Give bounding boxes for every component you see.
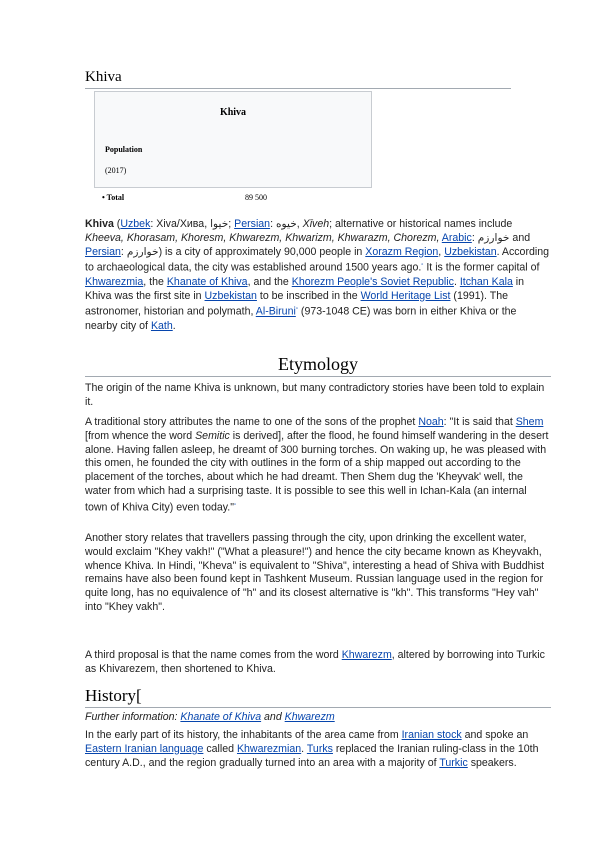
- etymology-text: : "It is said that: [443, 416, 516, 428]
- etymology-text: A third proposal is that the name comes from the word: [85, 649, 342, 661]
- link-kath[interactable]: Kath: [150, 319, 173, 332]
- intro-text: It is the former capital of: [423, 261, 540, 274]
- intro-text: .: [172, 319, 176, 332]
- intro-italic: Xīveh: [302, 218, 330, 230]
- link-khwarezm-2[interactable]: Khwarezm: [284, 711, 335, 723]
- link-persian-2[interactable]: Persian: [85, 245, 121, 258]
- infobox-title: Khiva: [219, 107, 247, 118]
- semitic-italic: Semitic: [195, 429, 230, 442]
- infobox: [94, 91, 372, 188]
- infobox-population-year: (2017): [105, 166, 127, 175]
- history-further-info: [85, 711, 551, 725]
- etymology-p1: The origin of the name Khiva is unknown, but many contradictory stories have been told to explain it.: [85, 382, 545, 408]
- citation-icon[interactable]: ▫: [295, 306, 298, 313]
- page-title: Khiva: [85, 69, 511, 89]
- link-xorazm-region[interactable]: Xorazm Region: [365, 245, 439, 258]
- further-and: and: [261, 711, 285, 723]
- history-p1: [85, 729, 551, 770]
- history-text: speakers.: [467, 756, 517, 769]
- link-shem[interactable]: Shem: [515, 416, 544, 428]
- history-text: called: [203, 742, 237, 755]
- intro-text: to be inscribed in the: [256, 289, 361, 302]
- link-khwarezm[interactable]: Khwarezm: [341, 649, 392, 661]
- intro-text: , and the: [247, 275, 292, 288]
- link-al-biruni[interactable]: Al-Biruni: [255, 305, 296, 318]
- article-subject: Khiva: [85, 218, 114, 230]
- link-uzbekistan-2[interactable]: Uzbekistan: [204, 289, 257, 302]
- link-arabic[interactable]: Arabic: [441, 231, 472, 244]
- infobox-total-value: 89 500: [245, 193, 267, 202]
- link-turkic[interactable]: Turkic: [439, 756, 468, 769]
- link-khwarezmia[interactable]: Khwarezmia: [85, 275, 144, 288]
- link-iranian-stock[interactable]: Iranian stock: [401, 729, 462, 741]
- intro-text: ; alternative or historical names include: [329, 218, 513, 230]
- link-persian[interactable]: Persian: [234, 218, 271, 230]
- infobox-total-row: [94, 192, 370, 206]
- link-khanate-of-khiva-2[interactable]: Khanate of Khiva: [180, 711, 262, 723]
- link-eastern-iranian-language[interactable]: Eastern Iranian language: [85, 742, 204, 755]
- etymology-text: A traditional story attributes the name to one of the sons of the prophet: [85, 416, 419, 428]
- etymology-p4: [85, 649, 551, 677]
- etymology-text: [from whence the word: [85, 429, 196, 442]
- link-noah[interactable]: Noah: [418, 416, 444, 428]
- etymology-text: is derived], after the flood, he found himself wandering in the desert alone. Having fallen asleep, he dreamt of 300 burning torches. On waking up, he was pleased with this omen, he founded the city with outlines in the form of a ship mapped out according to the placement of the torches, about which he had dreamt. Then Shem dug the 'Kheyvak' well, the water from which had a surprising taste. It is possible to see this well in Ichan-Kala (an internal town of Khiva City) even today.": [85, 429, 549, 514]
- etymology-text: , altered by borrowing into Turkic as Khivarezem, then shortened to Khiva.: [85, 649, 545, 675]
- link-khwarezmian[interactable]: Khwarezmian: [236, 742, 302, 755]
- heading-history: History[: [85, 686, 551, 708]
- intro-text: ,: [438, 245, 445, 258]
- citation-icon[interactable]: ▫: [421, 262, 424, 269]
- intro-text: (1991). The astronomer, historian and polymath,: [85, 289, 508, 318]
- intro-paragraph: Khiva (Uzbek: Xiva/Хива, خیوا; Persian: خیوه, Xīveh; alternative or historical names include Kheeva, Khorasam, Khoresm, Khwarezm, Khwarizm, Khwarazm, Chorezm, Arabic: خوارزم and Persian: خوارزم) is a city of approximately 90,000 people in Xorazm Region, Uzbekistan. According to archaeological data, the city was established around 1500 years ago.▫ It is the former capital of Khwarezmia, the Khanate of Khiva, and the Khorezm People's Soviet Republic. Itchan Kala in Khiva was the first site in Uzbekistan to be inscribed in the World Heritage List (1991). The astronomer, historian and polymath, Al-Biruni▫ (973-1048 CE) was born in either Khiva or the nearby city of Kath.: [85, 218, 550, 332]
- history-text: and spoke an: [461, 729, 529, 741]
- alt-names: Kheeva, Khorasam, Khoresm, Khwarezm, Khwarizm, Khwarazm, Chorezm,: [85, 231, 440, 244]
- intro-text: (973-1048 CE) was born in either Khiva or the nearby city of: [85, 305, 517, 332]
- etymology-p2: [85, 416, 551, 515]
- intro-text: : خوارزم) is a city of approximately 90,000 people in: [120, 245, 366, 258]
- intro-text: : خیوه,: [270, 218, 303, 230]
- intro-text: : Xiva/Хива, خیوا;: [150, 218, 235, 230]
- intro-text: : خوارزم and: [471, 231, 531, 244]
- intro-text: . According to archaeological data, the city was established around 1500 years ago.: [85, 245, 550, 274]
- history-text: .: [301, 742, 307, 755]
- link-uzbekistan[interactable]: Uzbekistan: [444, 245, 497, 258]
- history-text: In the early part of its history, the inhabitants of the area came from: [85, 729, 402, 741]
- link-world-heritage-list[interactable]: World Heritage List: [360, 289, 451, 302]
- heading-etymology: Etymology: [85, 354, 551, 377]
- citation-icon[interactable]: ▫: [234, 501, 237, 508]
- link-turks[interactable]: Turks: [306, 742, 333, 755]
- link-itchan-kala[interactable]: Itchan Kala: [459, 275, 513, 288]
- link-khanate-of-khiva[interactable]: Khanate of Khiva: [166, 275, 248, 288]
- further-label: Further information:: [85, 711, 181, 723]
- history-text: replaced the Iranian ruling-class in the 10th century A.D., and the region gradually turned into an area with a majority of: [85, 742, 539, 769]
- etymology-p3: Another story relates that travellers passing through the city, upon drinking the excellent water, would exclaim "Khey vakh!" ("What a pleasure!") and hence the city became known as Kheyvakh, whence Khiva. In Hindi, "Kheva" is equivalent to "Shiva", interesting a head of Shiva with Buddhist remains have also been found kept in Tashkent Museum. Russian language used in the region for quite long, has no equivalence of "h" and its closest alternative is "kh". This transforms "Hey vah" into "Khey vakh".: [85, 532, 545, 613]
- link-uzbek[interactable]: Uzbek: [120, 218, 151, 230]
- infobox-population-label: Population: [105, 145, 143, 154]
- infobox-total-label: • Total: [102, 193, 125, 202]
- intro-text: .: [453, 275, 460, 288]
- link-khorezm-ssr[interactable]: Khorezm People's Soviet Republic: [291, 275, 454, 288]
- intro-text: , the: [143, 275, 167, 288]
- intro-text: in Khiva was the first site in: [85, 275, 525, 302]
